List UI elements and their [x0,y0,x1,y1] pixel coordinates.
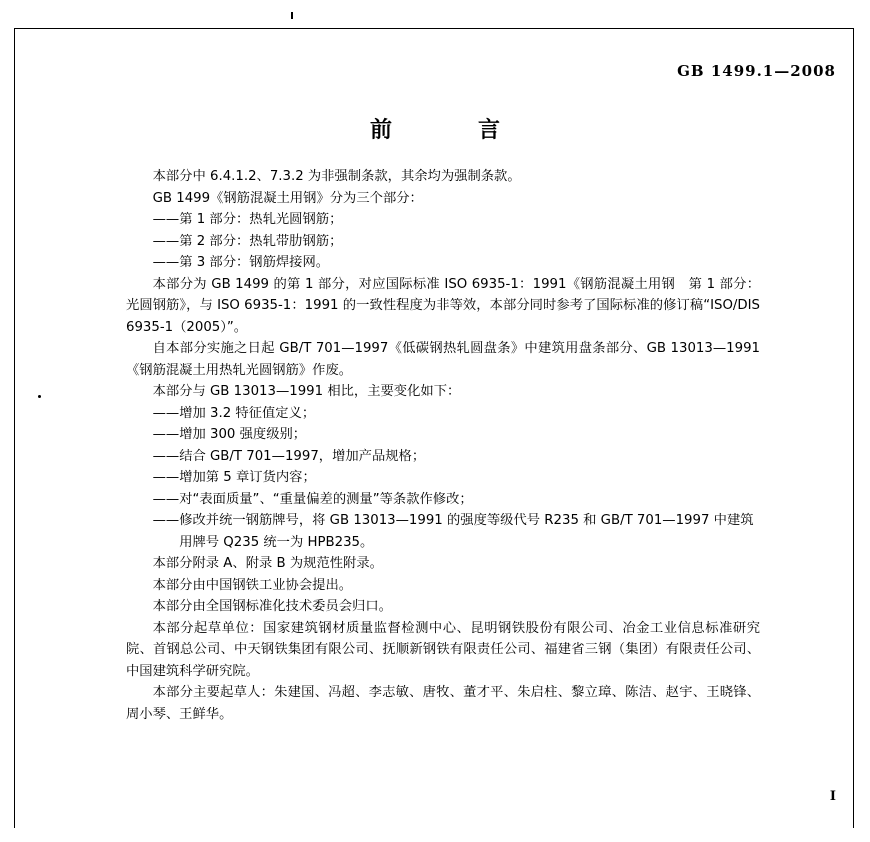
page-title: 前 言 [369,118,514,143]
paragraph: 用牌号 Q235 统一为 HPB235。 [179,534,374,550]
paragraph: 本部分由中国钢铁工业协会提出。 [152,577,353,593]
paragraph: 本部分中 6.4.1.2、7.3.2 为非强制条款，其余均为强制条款。 [152,169,521,184]
paragraph: 本部分附录 A、附录 B 为规范性附录。 [152,556,383,571]
standard-code-header: GB 1499.1—2008 [677,62,836,80]
paragraph: 本部分由全国钢标准化技术委员会归口。 [152,599,392,614]
scan-artifact-top [291,12,293,19]
paragraph: 本部分与 GB 13013—1991 相比，主要变化如下： [152,384,461,399]
paragraph: ——增加第 5 章订货内容； [152,470,316,485]
paragraph: ——修改并统一钢筋牌号，将 GB 13013—1991 的强度等级代号 R235 和 GB/T 701—1997 中建筑 [152,513,754,528]
paragraph: ——第 2 部分：热轧带肋钢筋； [152,233,343,249]
page-number: I [829,789,836,804]
scan-artifact-left [38,395,41,398]
paragraph: 本部分为 GB 1499 的第 1 部分，对应国际标准 ISO 6935-1：1991《钢筋混凝土用钢 第 1 部分：光圆钢筋》，与 ISO 6935-1：1991 的一致性程度为非等效，本部分同时参考了国际标准的修订稿“ISO/DIS 6935-1（2005）”。 [126,276,760,335]
paragraph: 自本部分实施之日起 GB/T 701—1997《低碳钢热轧圆盘条》中建筑用盘条部分、GB 13013—1991《钢筋混凝土用热轧光圆钢筋》作废。 [126,341,760,378]
paragraph: 本部分起草单位：国家建筑钢材质量监督检测中心、昆明钢铁股份有限公司、冶金工业信息标准研究院、首钢总公司、中天钢铁集团有限公司、抚顺新钢铁有限责任公司、福建省三钢（集团）有限责任公司、中国建筑科学研究院。 [126,620,760,679]
paragraph: 本部分主要起草人：朱建国、冯超、李志敏、唐牧、董才平、朱启柱、黎立璋、陈洁、赵宇、王晓锋、周小琴、王鲜华。 [126,685,760,722]
paragraph: GB 1499《钢筋混凝土用钢》分为三个部分： [152,190,423,206]
paragraph: ——增加 300 强度级别； [152,427,307,442]
paragraph: ——增加 3.2 特征值定义； [152,405,316,421]
paragraph: ——对“表面质量”、“重量偏差的测量”等条款作修改； [152,491,473,507]
paragraph: ——第 1 部分：热轧光圆钢筋； [152,212,343,227]
paragraph: ——第 3 部分：钢筋焊接网。 [152,255,330,270]
paragraph: ——结合 GB/T 701—1997，增加产品规格； [152,448,426,464]
foreword-body [126,166,760,725]
